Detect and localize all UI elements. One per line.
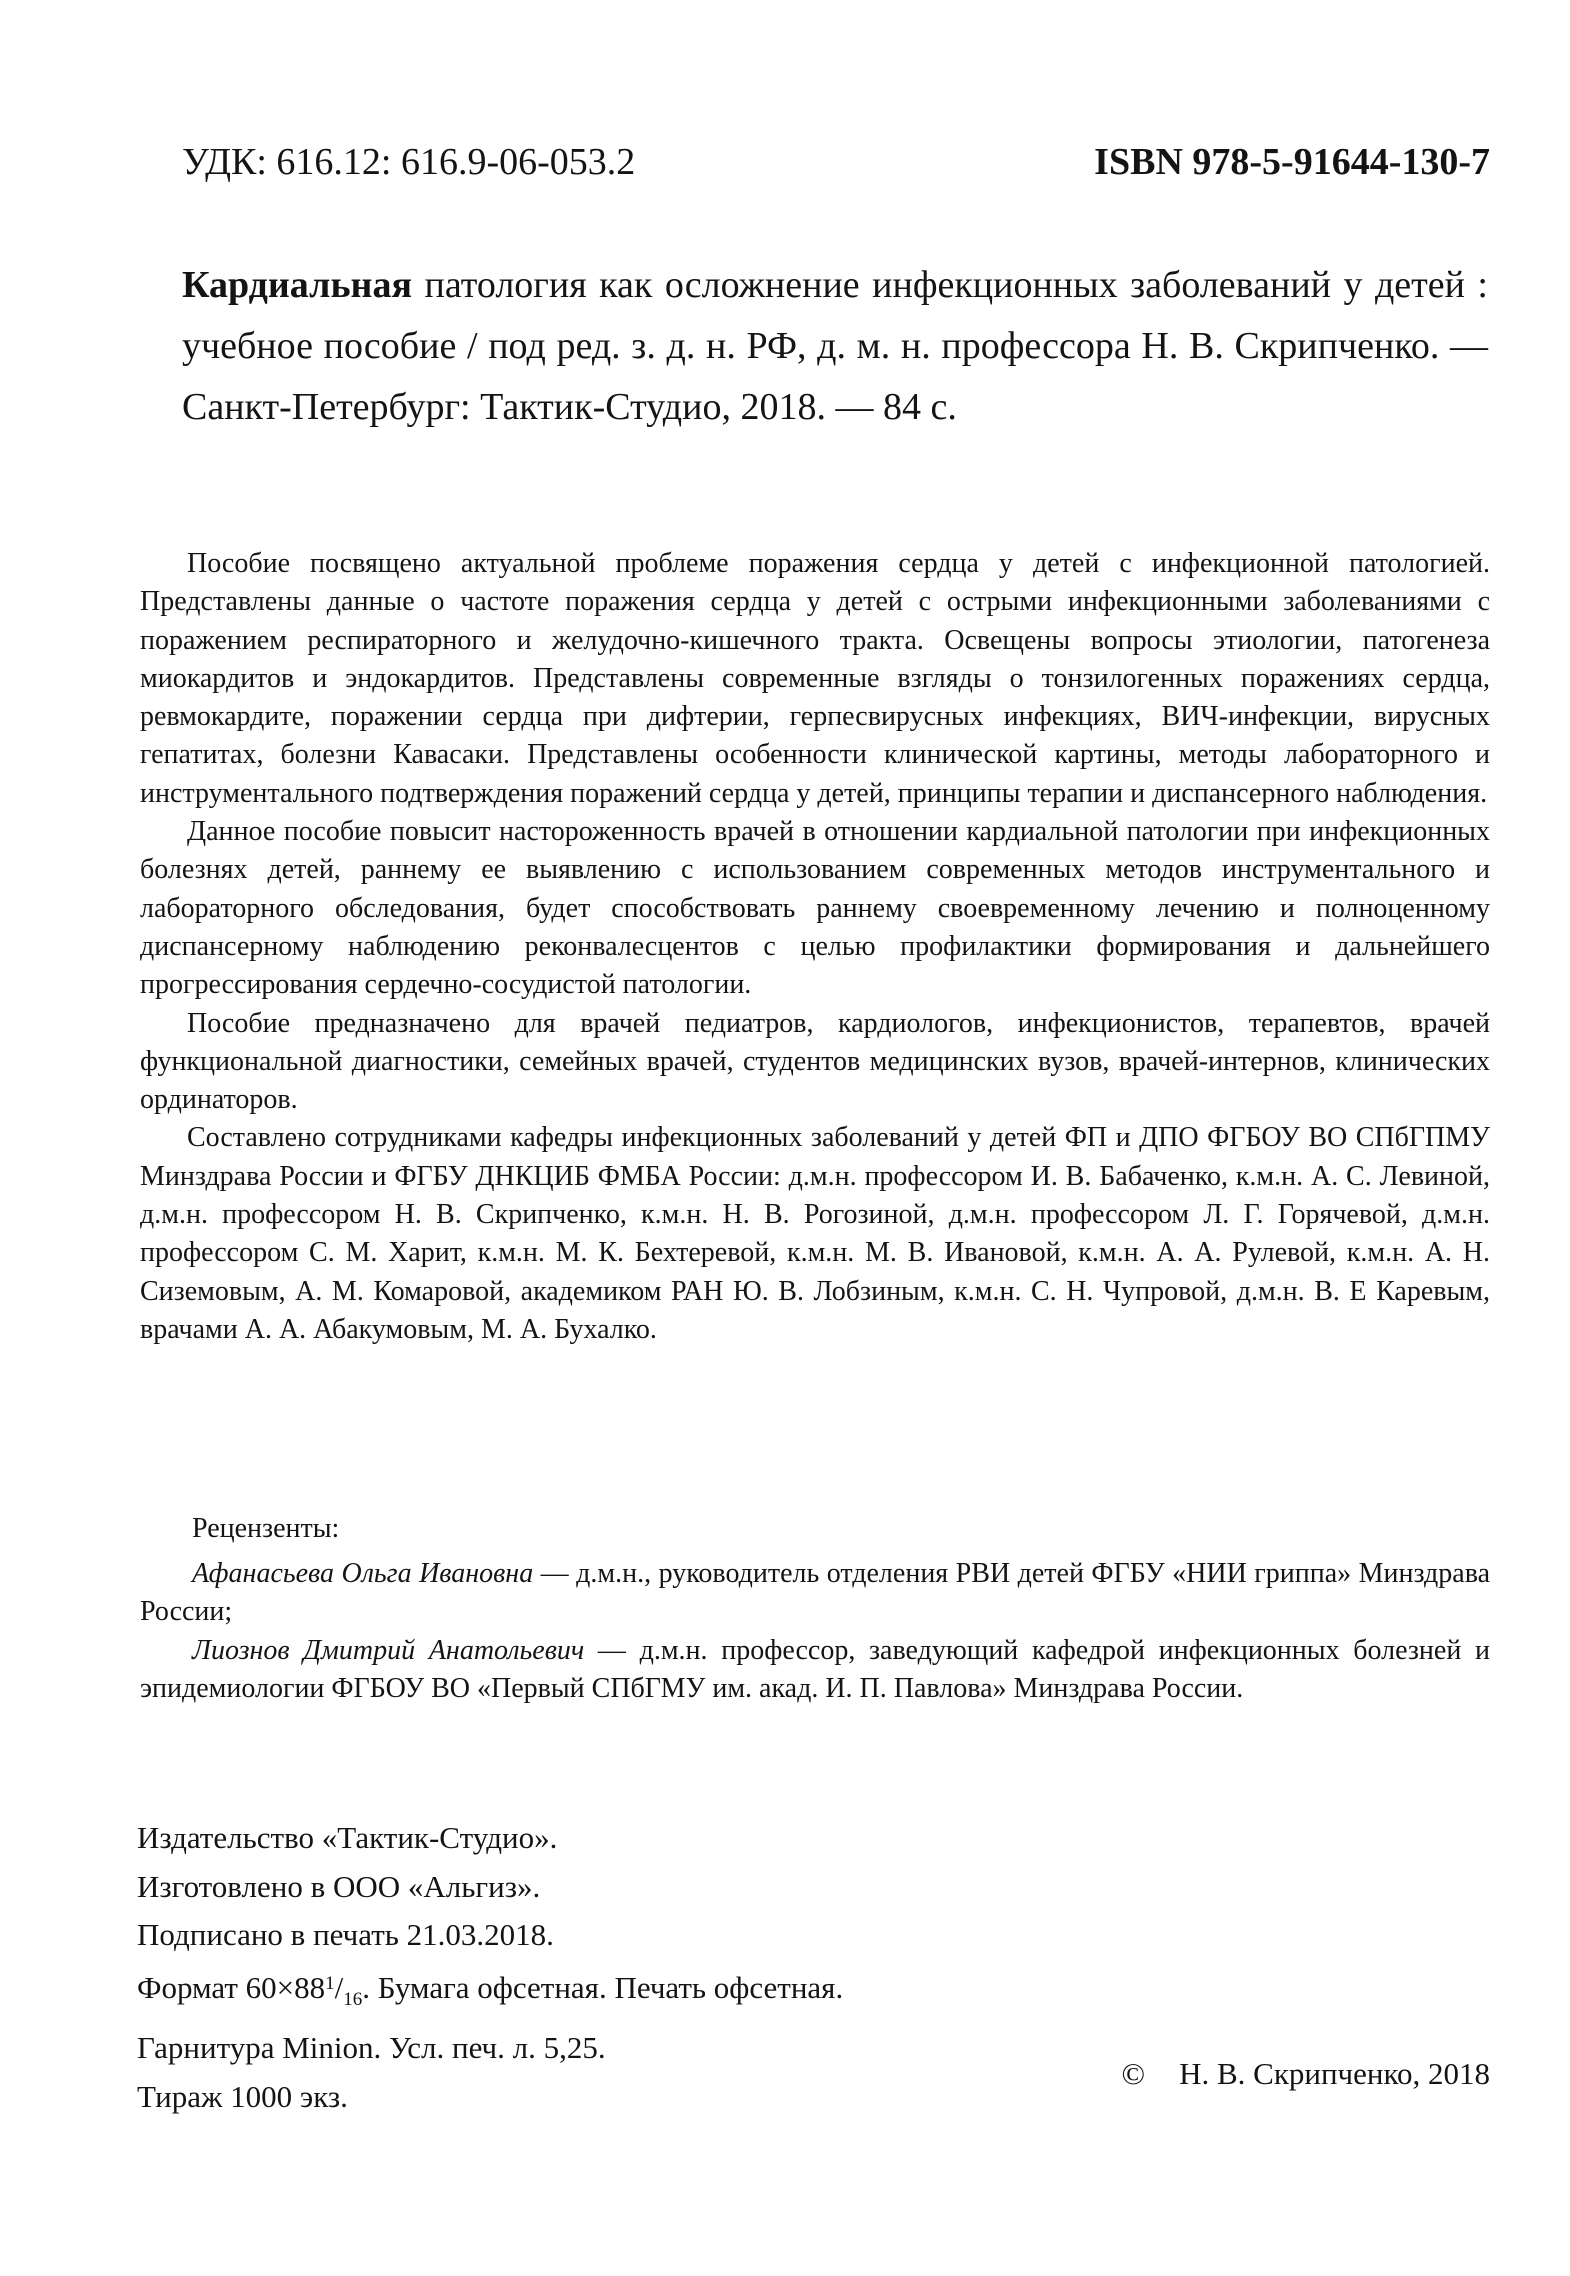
format-numerator: 1 bbox=[325, 1972, 335, 1994]
reviewers-section bbox=[140, 1510, 1490, 1709]
reviewer-name: Лиознов Дмитрий Анатольевич bbox=[192, 1634, 585, 1666]
publication-details bbox=[137, 1814, 843, 2121]
authors-paragraph: Составлено сотрудниками кафедры инфекционных заболеваний у детей ФП и ДПО ФГБОУ ВО СПбГПМУ Минздрава России и ФГБУ ДНКЦИБ ФМБА России: д.м.н. профессором И. В. Бабаченко, к.м.н. А. С. Левиной, д.м.н. профессором Н. В. Скрипченко, к.м.н. Н. В. Рогозиной, д.м.н. профессором Л. Г. Горячевой, д.м.н. профессором С. М. Харит, к.м.н. М. К. Бехтеревой, к.м.н. М. В. Ивановой, к.м.н. А. А. Рулевой, к.м.н. А. Н. Сиземовым, А. М. Комаровой, академиком РАН Ю. В. Лобзиным, к.м.н. С. Н. Чупровой, д.м.н. В. Е Каревым, врачами А. А. Абакумовым, М. А. Бухалко. bbox=[140, 1122, 1490, 1345]
copyright-notice bbox=[1122, 2056, 1490, 2092]
format-slash: / bbox=[334, 1969, 344, 2005]
copyright-icon: © bbox=[1121, 2056, 1146, 2091]
format-denominator: 16 bbox=[343, 1988, 363, 2010]
print-run-line: Тираж 1000 экз. bbox=[137, 2078, 348, 2114]
reviewer-details: — д.м.н. профессор, заведующий кафедрой инфекционных болезней и эпидемиологии ФГБОУ ВО «Первый СПбГМУ им. акад. И. П. Павлова» Минздрава России. bbox=[140, 1634, 1490, 1704]
format-prefix: Формат 60×88 bbox=[137, 1969, 326, 2005]
signed-line: Подписано в печать 21.03.2018. bbox=[137, 1917, 554, 1952]
reviewer-details: — д.м.н., руководитель отделения РВИ детей ФГБУ «НИИ гриппа» Минздрава России; bbox=[140, 1557, 1490, 1627]
annotation-paragraph: Данное пособие повысит настороженность врачей в отношении кардиальной патологии при инфекционных болезнях детей, раннему ее выявлению с использованием современных методов инструментального и лабораторного обследования, будет способствовать раннему своевременному лечению и полноценному диспансерному наблюдению реконвалесцентов с целью профилактики формирования и дальнейшего прогрессирования сердечно-сосудистой патологии. bbox=[140, 816, 1490, 1001]
udk-code: УДК: 616.12: 616.9-06-053.2 bbox=[182, 141, 636, 183]
citation-text: патология как осложнение инфекционных заболеваний у детей : учебное пособие / под ред. з. д. н. РФ, д. м. н. профессора Н. В. Скрипченко. — Санкт-Петербург: Тактик-Студио, 2018. — 84 с. bbox=[182, 264, 1488, 428]
typeface-line: Гарнитура Minion. Усл. печ. л. 5,25. bbox=[137, 2030, 606, 2065]
reviewer-name: Афанасьева Ольга Ивановна bbox=[192, 1557, 534, 1589]
citation-bold-word: Кардиальная bbox=[182, 264, 413, 306]
publisher-line: Издательство «Тактик-Студио». bbox=[137, 1820, 558, 1855]
format-suffix: . Бумага офсетная. Печать офсетная. bbox=[362, 1969, 844, 2005]
manufacturer-line: Изготовлено в ООО «Альгиз». bbox=[137, 1868, 541, 1904]
reviewer-entry bbox=[140, 1555, 1490, 1632]
annotation-paragraph: Пособие предназначено для врачей педиатров, кардиологов, инфекционистов, терапевтов, врачей функциональной диагностики, семейных врачей, студентов медицинских вузов, врачей-интернов, клинических ординаторов. bbox=[140, 1007, 1490, 1116]
annotation bbox=[140, 545, 1490, 1349]
annotation-paragraph: Пособие посвящено актуальной проблеме поражения сердца у детей с инфекционной патологией. Представлены данные о частоте поражения сердца у детей с острыми инфекционными заболеваниями с поражением респираторного и желудочно-кишечного тракта. Освещены вопросы этиологии, патогенеза миокардитов и эндокардитов. Представлены современные взгляды о тонзилогенных поражениях сердца, ревмокардите, поражении сердца при дифтерии, герпесвирусных инфекциях, ВИЧ-инфекции, вирусных гепатитах, болезни Кавасаки. Представлены особенности клинической картины, методы лабораторного и инструментального подтверждения поражений сердца у детей, принципы терапии и диспансерного наблюдения. bbox=[140, 548, 1490, 809]
bibliographic-citation bbox=[182, 255, 1488, 438]
copyright-text: Н. В. Скрипченко, 2018 bbox=[1179, 2056, 1490, 2091]
isbn-code: ISBN 978-5-91644-130-7 bbox=[1094, 141, 1490, 183]
classification-line bbox=[182, 140, 1490, 184]
reviewer-entry bbox=[140, 1632, 1490, 1709]
reviewers-heading: Рецензенты: bbox=[192, 1513, 340, 1544]
format-line bbox=[137, 1960, 843, 2025]
